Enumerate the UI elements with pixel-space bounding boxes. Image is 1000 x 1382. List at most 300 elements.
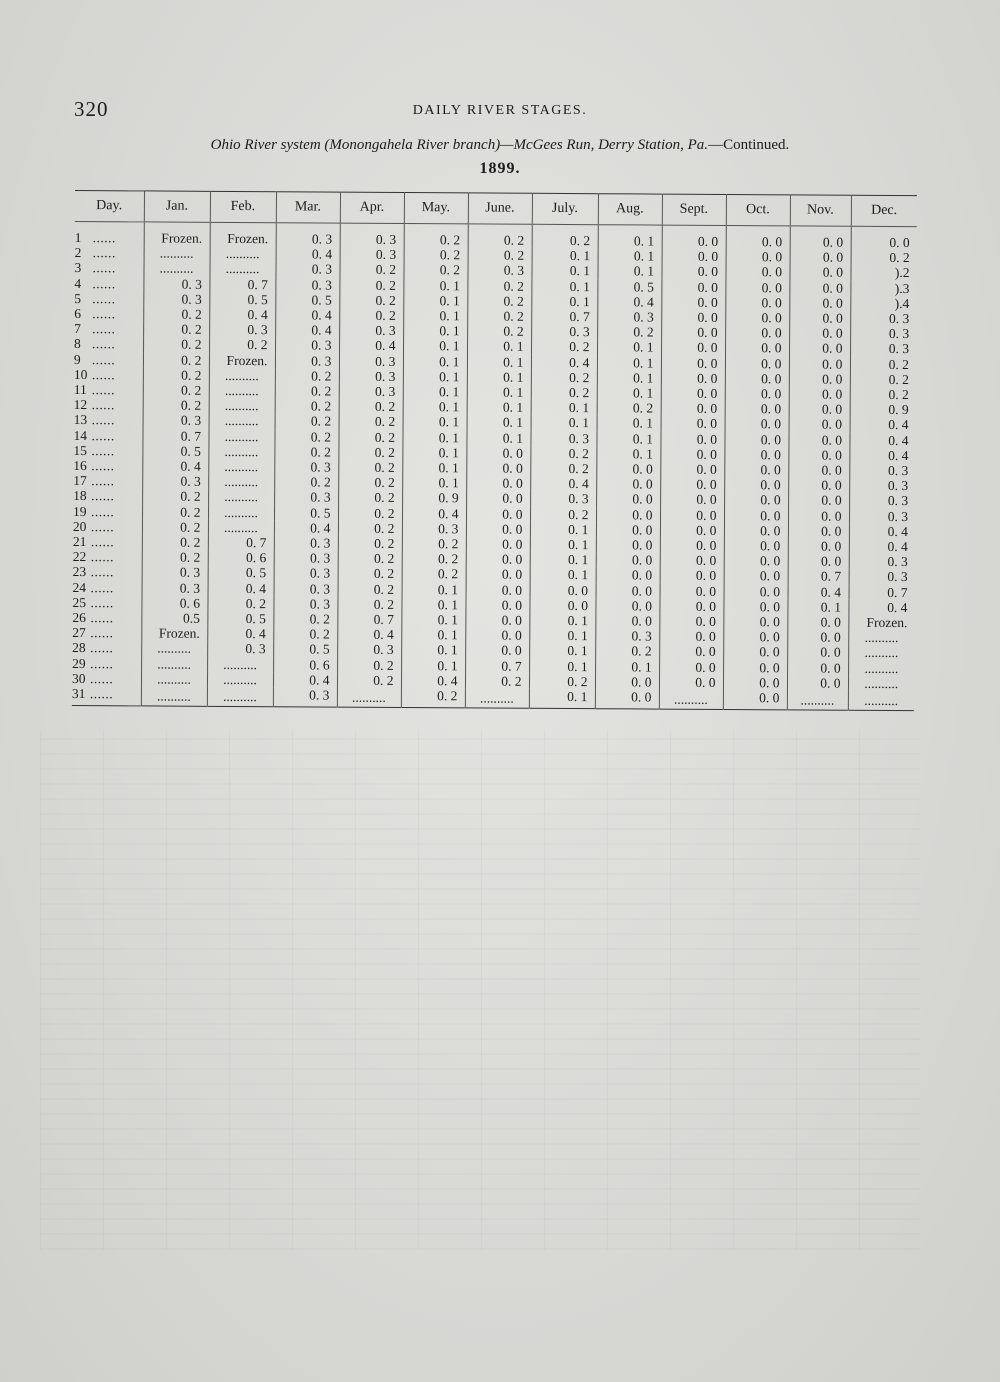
stage-value-cell: 0. 3 bbox=[339, 368, 403, 384]
stage-value-cell: 0. 2 bbox=[467, 308, 531, 324]
stage-value-cell: 0. 0 bbox=[789, 310, 850, 326]
dot-leader: ...... bbox=[92, 245, 116, 261]
stage-value-cell bbox=[208, 459, 274, 475]
dot-leader: ...... bbox=[90, 549, 115, 565]
stage-value-cell: 0. 4 bbox=[849, 432, 915, 448]
stage-value-cell bbox=[787, 690, 848, 710]
stage-value-cell: 0. 2 bbox=[274, 444, 338, 460]
stage-value-cell: 0. 1 bbox=[529, 628, 595, 644]
stage-value-cell: 0. 2 bbox=[402, 536, 466, 552]
stage-value-cell: 0. 0 bbox=[723, 690, 787, 710]
stage-value-cell: 0. 0 bbox=[789, 386, 850, 402]
day-cell bbox=[72, 671, 141, 687]
stage-value-cell: 0. 1 bbox=[530, 537, 596, 553]
day-cell bbox=[75, 221, 144, 245]
blank-leader: .......... bbox=[225, 261, 260, 277]
stage-value-cell: 0. 1 bbox=[531, 278, 597, 294]
blank-leader: .......... bbox=[864, 630, 899, 646]
dot-leader: ...... bbox=[90, 518, 115, 535]
stage-value-cell: 0. 0 bbox=[724, 553, 788, 569]
stage-value-cell: 0. 0 bbox=[660, 568, 724, 584]
dot-leader: ...... bbox=[90, 564, 114, 580]
stage-value-cell: 0. 5 bbox=[207, 611, 273, 627]
stage-value-cell: 0. 0 bbox=[851, 226, 917, 250]
stage-value-cell: 0. 7 bbox=[142, 428, 208, 444]
stage-value-cell: 0. 0 bbox=[596, 583, 660, 599]
day-number: 14 bbox=[73, 427, 88, 443]
blank-leader: .......... bbox=[223, 656, 258, 672]
stage-value-cell: 0. 0 bbox=[723, 644, 787, 660]
stage-value-cell: 0. 2 bbox=[338, 566, 402, 582]
stage-value-cell: 0. 1 bbox=[466, 430, 530, 446]
column-header: Jan. bbox=[144, 191, 210, 222]
dot-leader: ...... bbox=[91, 488, 115, 504]
stage-value-cell: 0. 2 bbox=[597, 324, 661, 340]
river-stage-table bbox=[72, 190, 917, 711]
stage-value-cell: 0. 0 bbox=[596, 568, 660, 584]
header-row bbox=[75, 190, 917, 226]
stage-value-cell: 0. 0 bbox=[659, 614, 723, 630]
stage-value-cell: 0. 0 bbox=[660, 538, 724, 554]
stage-value-cell: 0. 0 bbox=[529, 598, 595, 614]
day-cell bbox=[74, 321, 143, 337]
blank-leader: .......... bbox=[224, 489, 259, 505]
stage-value-cell: 0. 0 bbox=[660, 446, 724, 462]
stage-value-cell: 0. 2 bbox=[275, 383, 339, 399]
blank-leader: .......... bbox=[224, 458, 259, 475]
stage-value-cell: 0. 3 bbox=[207, 641, 273, 657]
stage-value-cell: 0. 2 bbox=[338, 460, 402, 476]
stage-value-cell: 0. 0 bbox=[724, 462, 788, 478]
day-number: 17 bbox=[73, 473, 87, 489]
stage-value-cell: 0. 2 bbox=[339, 399, 403, 415]
stage-value-cell: 0. 2 bbox=[143, 352, 209, 368]
stage-value-cell: 0. 2 bbox=[143, 322, 209, 338]
stage-value-cell bbox=[209, 413, 275, 429]
stage-value-cell: 0. 3 bbox=[143, 276, 209, 292]
stage-value-cell: 0. 3 bbox=[273, 687, 337, 707]
stage-value-cell: 0. 4 bbox=[788, 584, 849, 600]
stage-value-cell: 0. 0 bbox=[595, 598, 659, 614]
stage-value-cell: 0. 0 bbox=[466, 552, 530, 568]
stage-value-cell: Frozen. bbox=[848, 615, 914, 631]
stage-value-cell: 0. 5 bbox=[273, 642, 337, 658]
day-cell bbox=[74, 336, 143, 352]
stage-value-cell bbox=[208, 474, 274, 490]
stage-value-cell: 0. 4 bbox=[142, 458, 208, 474]
stage-value-cell: ).4 bbox=[850, 296, 916, 312]
stage-value-cell: 0. 3 bbox=[339, 323, 403, 339]
stage-value-cell: 0. 3 bbox=[276, 223, 340, 247]
stage-value-cell: 0. 3 bbox=[849, 478, 915, 494]
day-cell bbox=[72, 686, 141, 706]
day-cell bbox=[73, 488, 142, 504]
stage-value-cell: 0. 1 bbox=[403, 354, 467, 370]
stage-value-cell: 0. 1 bbox=[597, 385, 661, 401]
stage-value-cell: 0. 0 bbox=[725, 325, 789, 341]
stage-value-cell: 0. 0 bbox=[726, 249, 790, 265]
stage-value-cell: 0. 2 bbox=[143, 337, 209, 353]
day-number: 27 bbox=[72, 625, 86, 641]
day-cell bbox=[72, 656, 141, 672]
blank-leader: .......... bbox=[225, 246, 260, 262]
stage-value-cell: 0. 4 bbox=[848, 600, 914, 616]
stage-value-cell: 0. 0 bbox=[724, 568, 788, 584]
blank-leader: .......... bbox=[224, 504, 258, 520]
blank-leader: .......... bbox=[222, 689, 257, 705]
stage-value-cell: 0. 7 bbox=[849, 584, 915, 600]
running-head: DAILY RIVER STAGES. bbox=[412, 103, 588, 118]
stage-value-cell: 0. 2 bbox=[467, 293, 531, 309]
blank-leader: .......... bbox=[864, 692, 899, 709]
stage-value-cell: 0. 0 bbox=[787, 614, 848, 630]
stage-value-cell: 0. 0 bbox=[789, 417, 850, 433]
stage-value-cell: 0. 2 bbox=[337, 673, 401, 689]
column-header: Oct. bbox=[726, 194, 790, 225]
stage-value-cell: 0. 1 bbox=[401, 642, 465, 658]
dot-leader: ...... bbox=[92, 336, 116, 352]
day-cell bbox=[72, 595, 141, 611]
stage-value-cell: 0. 0 bbox=[661, 294, 725, 310]
stage-value-cell: 0. 2 bbox=[467, 278, 531, 294]
dot-leader: ...... bbox=[92, 321, 116, 337]
dot-leader: ...... bbox=[92, 275, 116, 291]
dot-leader: ...... bbox=[89, 686, 114, 702]
stage-value-cell: 0. 2 bbox=[402, 566, 466, 582]
day-number: 2 bbox=[74, 245, 82, 261]
stage-value-cell: 0. 2 bbox=[531, 385, 597, 401]
stage-value-cell: 0. 0 bbox=[789, 326, 850, 342]
stage-value-cell: 0. 1 bbox=[530, 522, 596, 538]
dot-leader: ...... bbox=[92, 260, 116, 276]
stage-value-cell bbox=[209, 368, 275, 384]
stage-value-cell bbox=[207, 687, 273, 707]
stage-value-cell: 0. 4 bbox=[531, 354, 597, 370]
stage-value-cell: 0. 0 bbox=[787, 660, 848, 676]
stage-value-cell: 0. 4 bbox=[274, 520, 338, 536]
stage-value-cell bbox=[209, 383, 275, 399]
stage-value-cell: 0. 0 bbox=[661, 386, 725, 402]
stage-value-cell bbox=[337, 688, 401, 708]
stage-value-cell: 0. 0 bbox=[530, 582, 596, 598]
stage-value-cell: 0. 2 bbox=[339, 414, 403, 430]
stage-value-cell: 0. 0 bbox=[724, 492, 788, 508]
stage-value-cell: 0. 0 bbox=[661, 325, 725, 341]
stage-value-cell: 0. 0 bbox=[724, 477, 788, 493]
stage-value-cell: 0. 0 bbox=[662, 225, 726, 249]
day-number: 4 bbox=[74, 275, 82, 291]
stage-value-cell: 0. 0 bbox=[660, 507, 724, 523]
stage-value-cell: 0. 2 bbox=[339, 277, 403, 293]
stage-value-cell: 0. 0 bbox=[659, 644, 723, 660]
stage-value-cell: 0. 0 bbox=[788, 508, 849, 524]
stage-value-cell: 0. 0 bbox=[789, 295, 850, 311]
stage-value-cell: 0. 3 bbox=[597, 309, 661, 325]
day-number: 23 bbox=[72, 564, 87, 580]
dot-leader: ...... bbox=[91, 412, 115, 428]
blank-leader: .......... bbox=[864, 675, 899, 691]
stage-value-cell: 0. 0 bbox=[661, 401, 725, 417]
stage-value-cell: ).3 bbox=[850, 280, 916, 296]
stage-value-cell: 0. 0 bbox=[465, 612, 529, 628]
dot-leader: ...... bbox=[91, 397, 115, 413]
stage-value-cell: 0. 1 bbox=[787, 599, 848, 615]
stage-value-cell: 0. 3 bbox=[273, 596, 337, 612]
stage-value-cell: 0. 1 bbox=[403, 384, 467, 400]
table-caption bbox=[0, 137, 1000, 154]
stage-value-cell: 0. 3 bbox=[850, 326, 916, 342]
dot-leader: ...... bbox=[92, 306, 116, 322]
stage-value-cell: 0. 3 bbox=[275, 338, 339, 354]
year-heading: 1899. bbox=[479, 160, 521, 177]
stage-value-cell: 0. 0 bbox=[661, 370, 725, 386]
stage-value-cell: 0. 0 bbox=[788, 538, 849, 554]
stage-value-cell: 0. 2 bbox=[274, 429, 338, 445]
dot-leader: ...... bbox=[90, 594, 114, 611]
stage-value-cell: 0. 0 bbox=[789, 371, 850, 387]
stage-value-cell bbox=[848, 676, 914, 692]
stage-value-cell: 0. 0 bbox=[788, 432, 849, 448]
day-number: 18 bbox=[73, 488, 87, 504]
stage-value-cell bbox=[141, 656, 207, 672]
day-cell bbox=[73, 428, 142, 444]
day-cell bbox=[74, 352, 143, 368]
day-number: 20 bbox=[72, 518, 87, 534]
stage-value-cell bbox=[143, 261, 209, 277]
stage-value-cell: 0. 1 bbox=[597, 264, 661, 280]
day-cell bbox=[75, 245, 144, 261]
day-cell bbox=[74, 291, 143, 307]
blank-leader: .......... bbox=[224, 474, 259, 490]
stage-value-cell: 0. 0 bbox=[723, 599, 787, 615]
stage-value-cell: 0.5 bbox=[141, 610, 207, 626]
stage-value-cell: 0. 3 bbox=[274, 535, 338, 551]
stage-value-cell: 0. 4 bbox=[208, 580, 274, 596]
stage-value-cell: 0. 2 bbox=[337, 596, 401, 612]
day-number: 28 bbox=[72, 640, 86, 656]
stage-value-cell: 0. 2 bbox=[274, 474, 338, 490]
stage-value-cell: 0. 0 bbox=[596, 552, 660, 568]
stage-value-cell: 0. 0 bbox=[789, 280, 850, 296]
stage-value-cell: 0. 2 bbox=[597, 400, 661, 416]
stage-value-cell: 0. 0 bbox=[660, 522, 724, 538]
stage-value-cell: 0. 0 bbox=[596, 537, 660, 553]
day-cell bbox=[72, 625, 141, 641]
stage-value-cell bbox=[208, 428, 274, 444]
stage-value-cell: 0. 0 bbox=[725, 340, 789, 356]
stage-value-cell: 0. 7 bbox=[209, 276, 275, 292]
day-cell bbox=[74, 367, 143, 383]
day-cell bbox=[72, 610, 141, 626]
stage-value-cell: 0. 2 bbox=[851, 250, 917, 266]
stage-value-cell: 0. 0 bbox=[596, 492, 660, 508]
dot-leader: ...... bbox=[90, 655, 114, 671]
stage-value-cell: 0. 3 bbox=[530, 430, 596, 446]
stage-value-cell bbox=[144, 246, 210, 262]
stage-value-cell: 0. 1 bbox=[403, 278, 467, 294]
stage-value-cell: 0. 4 bbox=[209, 307, 275, 323]
stage-value-cell: 0. 4 bbox=[401, 673, 465, 689]
day-cell bbox=[73, 549, 142, 565]
stage-value-cell: 0. 1 bbox=[467, 354, 531, 370]
stage-value-cell: 0. 1 bbox=[531, 400, 597, 416]
stage-value-cell: 0. 0 bbox=[788, 523, 849, 539]
day-number: 11 bbox=[73, 382, 87, 398]
stage-value-cell: 0. 4 bbox=[402, 506, 466, 522]
stage-value-cell: 0. 2 bbox=[143, 367, 209, 383]
dot-leader: ...... bbox=[92, 290, 116, 307]
stage-value-cell: 0. 2 bbox=[467, 324, 531, 340]
table-row bbox=[72, 686, 914, 711]
stage-value-cell: 0. 5 bbox=[274, 505, 338, 521]
stage-value-cell: 0. 0 bbox=[724, 432, 788, 448]
stage-value-cell: 0. 2 bbox=[339, 262, 403, 278]
day-cell bbox=[73, 473, 142, 489]
stage-value-cell: 0. 0 bbox=[466, 491, 530, 507]
stage-value-cell: 0. 0 bbox=[659, 629, 723, 645]
stage-value-cell: 0. 2 bbox=[338, 505, 402, 521]
stage-value-cell: 0. 1 bbox=[597, 370, 661, 386]
stage-value-cell bbox=[210, 246, 276, 262]
dot-leader: ...... bbox=[91, 458, 115, 474]
stage-value-cell: 0. 0 bbox=[659, 674, 723, 690]
stage-value-cell: 0. 2 bbox=[142, 504, 208, 520]
stage-value-cell: 0. 1 bbox=[402, 475, 466, 491]
stage-value-cell: 0. 3 bbox=[142, 565, 208, 581]
stage-value-cell: 0. 0 bbox=[466, 476, 530, 492]
day-cell bbox=[74, 260, 143, 276]
blank-leader: .......... bbox=[864, 645, 899, 661]
stage-value-cell: 0. 1 bbox=[467, 384, 531, 400]
stage-value-cell: 0. 4 bbox=[849, 539, 915, 555]
stage-value-cell: 0. 0 bbox=[596, 522, 660, 538]
stage-value-cell bbox=[208, 444, 274, 460]
day-number: 13 bbox=[73, 412, 88, 428]
stage-value-cell: 0. 0 bbox=[724, 523, 788, 539]
stage-value-cell: 0. 1 bbox=[530, 567, 596, 583]
stage-value-cell: 0. 3 bbox=[340, 247, 404, 263]
blank-leader: .......... bbox=[224, 413, 259, 429]
stage-value-cell: 0. 2 bbox=[468, 224, 532, 248]
stage-value-cell: 0. 3 bbox=[274, 566, 338, 582]
stage-value-cell bbox=[207, 657, 273, 673]
dot-leader: ...... bbox=[91, 473, 115, 489]
stage-value-cell: 0. 1 bbox=[467, 400, 531, 416]
stage-value-cell: 0. 2 bbox=[338, 475, 402, 491]
blank-leader: .......... bbox=[479, 690, 514, 706]
day-number: 1 bbox=[74, 229, 82, 246]
blank-leader: .......... bbox=[223, 671, 257, 688]
stage-value-cell: 0. 3 bbox=[531, 324, 597, 340]
blank-leader: .......... bbox=[224, 382, 259, 399]
day-number: 31 bbox=[71, 686, 86, 702]
stage-value-cell: 0. 2 bbox=[338, 536, 402, 552]
day-cell bbox=[73, 443, 142, 459]
stage-value-cell: 0. 0 bbox=[788, 478, 849, 494]
dot-leader: ...... bbox=[91, 366, 116, 383]
stage-value-cell: 0. 0 bbox=[659, 598, 723, 614]
stage-value-cell: 0. 1 bbox=[467, 369, 531, 385]
stage-value-cell: 0. 1 bbox=[401, 612, 465, 628]
day-cell bbox=[73, 580, 142, 596]
column-header: Feb. bbox=[210, 191, 276, 222]
stage-value-cell: 0. 2 bbox=[338, 581, 402, 597]
day-number: 5 bbox=[74, 290, 82, 306]
stage-value-cell: 0. 2 bbox=[273, 611, 337, 627]
stage-value-cell: 0. 1 bbox=[598, 248, 662, 264]
stage-value-cell: 0. 0 bbox=[725, 371, 789, 387]
stage-value-cell: 0. 2 bbox=[850, 372, 916, 388]
stage-value-cell: 0. 3 bbox=[339, 384, 403, 400]
blank-leader: .......... bbox=[159, 245, 194, 261]
stage-value-cell: 0. 2 bbox=[529, 674, 595, 690]
blank-leader: .......... bbox=[157, 671, 191, 687]
blank-leader: .......... bbox=[224, 519, 258, 535]
stage-value-cell: 0. 0 bbox=[725, 386, 789, 402]
stage-value-cell: 0. 2 bbox=[275, 368, 339, 384]
stage-value-cell: 0. 1 bbox=[403, 323, 467, 339]
column-header: Aug. bbox=[598, 194, 662, 225]
stage-value-cell: 0. 3 bbox=[275, 353, 339, 369]
stage-value-cell bbox=[848, 691, 914, 711]
stage-value-cell: 0. 0 bbox=[723, 629, 787, 645]
bleed-through-texture bbox=[40, 730, 920, 1250]
table-body bbox=[72, 221, 917, 710]
stage-value-cell: 0. 2 bbox=[531, 339, 597, 355]
stage-value-cell: 0. 7 bbox=[465, 658, 529, 674]
stage-value-cell: 0. 0 bbox=[789, 265, 850, 281]
stage-value-cell: 0. 0 bbox=[725, 356, 789, 372]
day-number: 19 bbox=[72, 503, 87, 519]
day-number: 10 bbox=[73, 366, 88, 382]
stage-value-cell: 0. 1 bbox=[403, 399, 467, 415]
caption-italic: Ohio River system (Monongahela River branch)—McGees Run, Derry Station, Pa. bbox=[210, 137, 709, 153]
column-header: Apr. bbox=[340, 192, 404, 223]
stage-value-cell: 0. 3 bbox=[274, 490, 338, 506]
stage-value-cell: 0. 2 bbox=[404, 224, 468, 248]
stage-value-cell: 0. 4 bbox=[530, 476, 596, 492]
stage-value-cell: 0. 1 bbox=[530, 552, 596, 568]
stage-value-cell: 0. 3 bbox=[595, 628, 659, 644]
stage-value-cell: 0. 2 bbox=[530, 506, 596, 522]
stage-value-cell: 0. 1 bbox=[531, 263, 597, 279]
stage-value-cell: 0. 0 bbox=[723, 675, 787, 691]
stage-value-cell: 0. 9 bbox=[850, 402, 916, 418]
stage-value-cell: 0. 0 bbox=[465, 628, 529, 644]
stage-value-cell: 0. 3 bbox=[849, 554, 915, 570]
stage-value-cell: 0. 3 bbox=[530, 491, 596, 507]
stage-value-cell: 0. 0 bbox=[595, 613, 659, 629]
stage-value-cell: 0. 0 bbox=[790, 226, 851, 250]
dot-leader: ...... bbox=[90, 579, 114, 595]
stage-value-cell: 0. 0 bbox=[660, 492, 724, 508]
stage-value-cell: 0. 3 bbox=[143, 413, 209, 429]
stage-value-cell bbox=[141, 671, 207, 687]
stage-value-cell: 0. 3 bbox=[274, 581, 338, 597]
stage-value-cell: 0. 0 bbox=[787, 630, 848, 646]
stage-value-cell bbox=[208, 504, 274, 520]
stage-value-cell: 0. 3 bbox=[275, 277, 339, 293]
stage-value-cell: 0. 0 bbox=[595, 689, 659, 709]
stage-value-cell: 0. 3 bbox=[850, 341, 916, 357]
stage-value-cell: 0. 0 bbox=[788, 447, 849, 463]
stage-value-cell bbox=[848, 630, 914, 646]
stage-value-cell: 0. 2 bbox=[403, 262, 467, 278]
stage-value-cell: 0. 3 bbox=[209, 322, 275, 338]
day-cell bbox=[73, 564, 142, 580]
blank-leader: .......... bbox=[156, 688, 191, 704]
stage-value-cell: 0. 0 bbox=[660, 431, 724, 447]
